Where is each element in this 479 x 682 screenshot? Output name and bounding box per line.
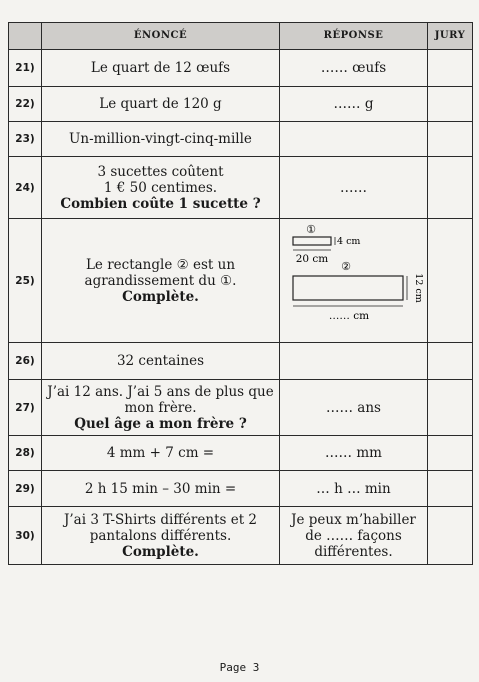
- header-reponse: RÉPONSE: [280, 23, 428, 50]
- question-text: Le rectangle ② est un agrandissement du ①. Complète.: [42, 219, 280, 343]
- answer-cell[interactable]: …… g: [280, 87, 428, 122]
- question-number: 25): [9, 219, 42, 343]
- jury-cell: [428, 122, 473, 157]
- page-number: Page 3: [219, 661, 260, 674]
- question-instruction: Complète.: [122, 543, 199, 560]
- question-text: Le quart de 12 œufs: [42, 50, 280, 87]
- quiz-table: [8, 22, 473, 565]
- question-text: Le quart de 120 g: [42, 87, 280, 122]
- jury-cell: [428, 87, 473, 122]
- question-number: 28): [9, 436, 42, 471]
- rect2-label: ②: [340, 259, 351, 273]
- question-number: 21): [9, 50, 42, 87]
- question-number: 26): [9, 343, 42, 380]
- answer-cell[interactable]: [280, 219, 428, 343]
- table-header-row: [9, 23, 473, 50]
- answer-cell[interactable]: …… œufs: [280, 50, 428, 87]
- table-row: [9, 343, 473, 380]
- answer-cell[interactable]: ……: [280, 157, 428, 219]
- question-number: 27): [9, 380, 42, 436]
- table-row: [9, 507, 473, 565]
- question-text: J’ai 3 T-Shirts différents et 2 pantalons différents. Complète.: [42, 507, 280, 565]
- jury-cell: [428, 380, 473, 436]
- rectangle-2: [293, 276, 403, 300]
- question-text: Un-million-vingt-cinq-mille: [42, 122, 280, 157]
- table-row: [9, 50, 473, 87]
- table-row: [9, 471, 473, 507]
- jury-cell: [428, 219, 473, 343]
- answer-cell[interactable]: …… mm: [280, 436, 428, 471]
- rectangle-1: [293, 237, 331, 245]
- question-instruction: Quel âge a mon frère ?: [74, 415, 247, 432]
- rectangle-figure: [281, 220, 427, 338]
- jury-cell: [428, 157, 473, 219]
- table-row: [9, 122, 473, 157]
- table-row: [9, 157, 473, 219]
- answer-cell[interactable]: [280, 122, 428, 157]
- question-text: 3 sucettes coûtent 1 € 50 centimes. Combien coûte 1 sucette ?: [42, 157, 280, 219]
- header-enonce: ÉNONCÉ: [42, 23, 280, 50]
- question-text: J’ai 12 ans. J’ai 5 ans de plus que mon frère. Quel âge a mon frère ?: [42, 380, 280, 436]
- rect1-label: ①: [305, 222, 316, 236]
- header-number-cell: [9, 23, 42, 50]
- jury-cell: [428, 436, 473, 471]
- question-text: 32 centaines: [42, 343, 280, 380]
- question-number: 30): [9, 507, 42, 565]
- question-instruction: Complète.: [122, 288, 199, 305]
- answer-cell[interactable]: … h … min: [280, 471, 428, 507]
- table-row: [9, 219, 473, 343]
- question-text: 4 mm + 7 cm =: [42, 436, 280, 471]
- question-number: 22): [9, 87, 42, 122]
- answer-cell[interactable]: [280, 343, 428, 380]
- header-jury: JURY: [428, 23, 473, 50]
- table-row: [9, 87, 473, 122]
- rect2-height: 12 cm: [412, 272, 424, 303]
- rect2-width: …… cm: [328, 309, 369, 322]
- question-number: 29): [9, 471, 42, 507]
- quiz-sheet: [8, 22, 472, 565]
- jury-cell: [428, 343, 473, 380]
- question-instruction: Combien coûte 1 sucette ?: [60, 195, 261, 212]
- question-number: 24): [9, 157, 42, 219]
- table-row: [9, 380, 473, 436]
- rect1-width: 20 cm: [295, 252, 328, 265]
- answer-cell[interactable]: Je peux m’habiller de …… façons différentes.: [280, 507, 428, 565]
- answer-cell[interactable]: …… ans: [280, 380, 428, 436]
- question-text: 2 h 15 min – 30 min =: [42, 471, 280, 507]
- table-row: [9, 436, 473, 471]
- jury-cell: [428, 507, 473, 565]
- question-number: 23): [9, 122, 42, 157]
- jury-cell: [428, 471, 473, 507]
- jury-cell: [428, 50, 473, 87]
- rect1-height: 4 cm: [336, 235, 360, 247]
